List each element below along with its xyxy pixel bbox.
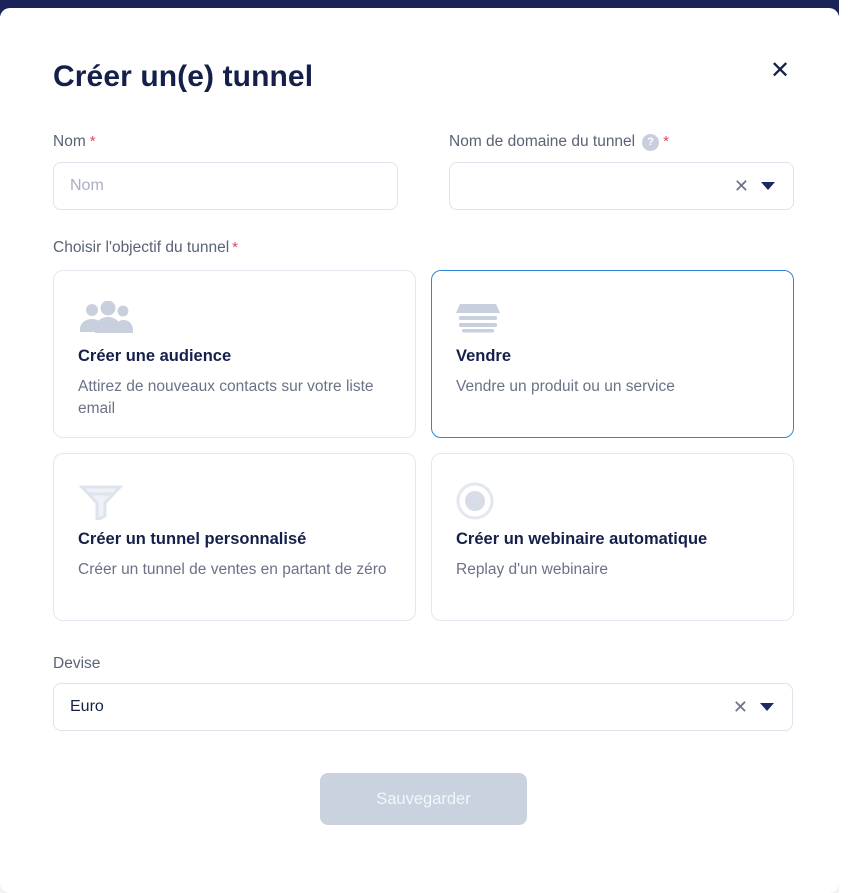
currency-field-label [53, 655, 793, 674]
objective-card-auto-webinar[interactable] [431, 453, 794, 621]
card-description: Créer un tunnel de ventes en partant de zéro [78, 560, 387, 578]
required-marker: * [232, 239, 238, 257]
close-icon[interactable]: ✕ [765, 56, 795, 86]
card-title: Créer un tunnel personnalisé [78, 529, 307, 548]
chevron-down-icon[interactable] [760, 703, 774, 711]
create-tunnel-modal [0, 8, 839, 893]
required-marker: * [663, 133, 669, 151]
name-field-group [53, 133, 398, 210]
webinar-record-icon [456, 480, 769, 522]
domain-field-label [449, 133, 794, 152]
save-button[interactable]: Sauvegarder [320, 773, 527, 825]
store-shop-icon [456, 297, 769, 339]
currency-select[interactable] [53, 683, 793, 731]
domain-select[interactable] [449, 162, 794, 210]
card-title: Vendre [456, 346, 512, 365]
currency-field-group [53, 655, 793, 732]
objective-section-label [53, 239, 794, 257]
name-field-label [53, 133, 398, 152]
objective-card-sell[interactable] [431, 270, 794, 438]
domain-field-group [449, 133, 794, 210]
card-description: Vendre un produit ou un service [456, 377, 675, 395]
name-field-label-text: Nom [53, 133, 86, 150]
chevron-down-icon[interactable] [761, 182, 775, 190]
objective-card-audience[interactable] [53, 270, 416, 438]
clear-icon[interactable]: ✕ [733, 175, 749, 196]
clear-icon[interactable]: ✕ [732, 697, 748, 718]
card-description: Attirez de nouveaux contacts sur votre liste email [78, 377, 374, 417]
objective-label-text: Choisir l'objectif du tunnel [53, 238, 230, 256]
required-marker: * [89, 133, 96, 151]
objective-card-grid [53, 270, 794, 621]
currency-select-value: Euro [70, 698, 104, 716]
help-icon[interactable]: ? [642, 134, 659, 151]
name-input[interactable] [53, 162, 398, 210]
objective-card-custom-funnel[interactable] [53, 453, 416, 621]
currency-label-text: Devise [53, 654, 101, 672]
audience-people-icon [78, 297, 391, 339]
modal-footer [53, 773, 794, 825]
card-description: Replay d'un webinaire [456, 560, 609, 578]
card-title: Créer un webinaire automatique [456, 529, 708, 548]
page-right-edge [839, 0, 849, 893]
domain-field-label-text: Nom de domaine du tunnel [449, 133, 636, 150]
funnel-icon [78, 480, 391, 522]
page-title: Créer un(e) tunnel [53, 60, 314, 93]
card-title: Créer une audience [78, 346, 232, 365]
